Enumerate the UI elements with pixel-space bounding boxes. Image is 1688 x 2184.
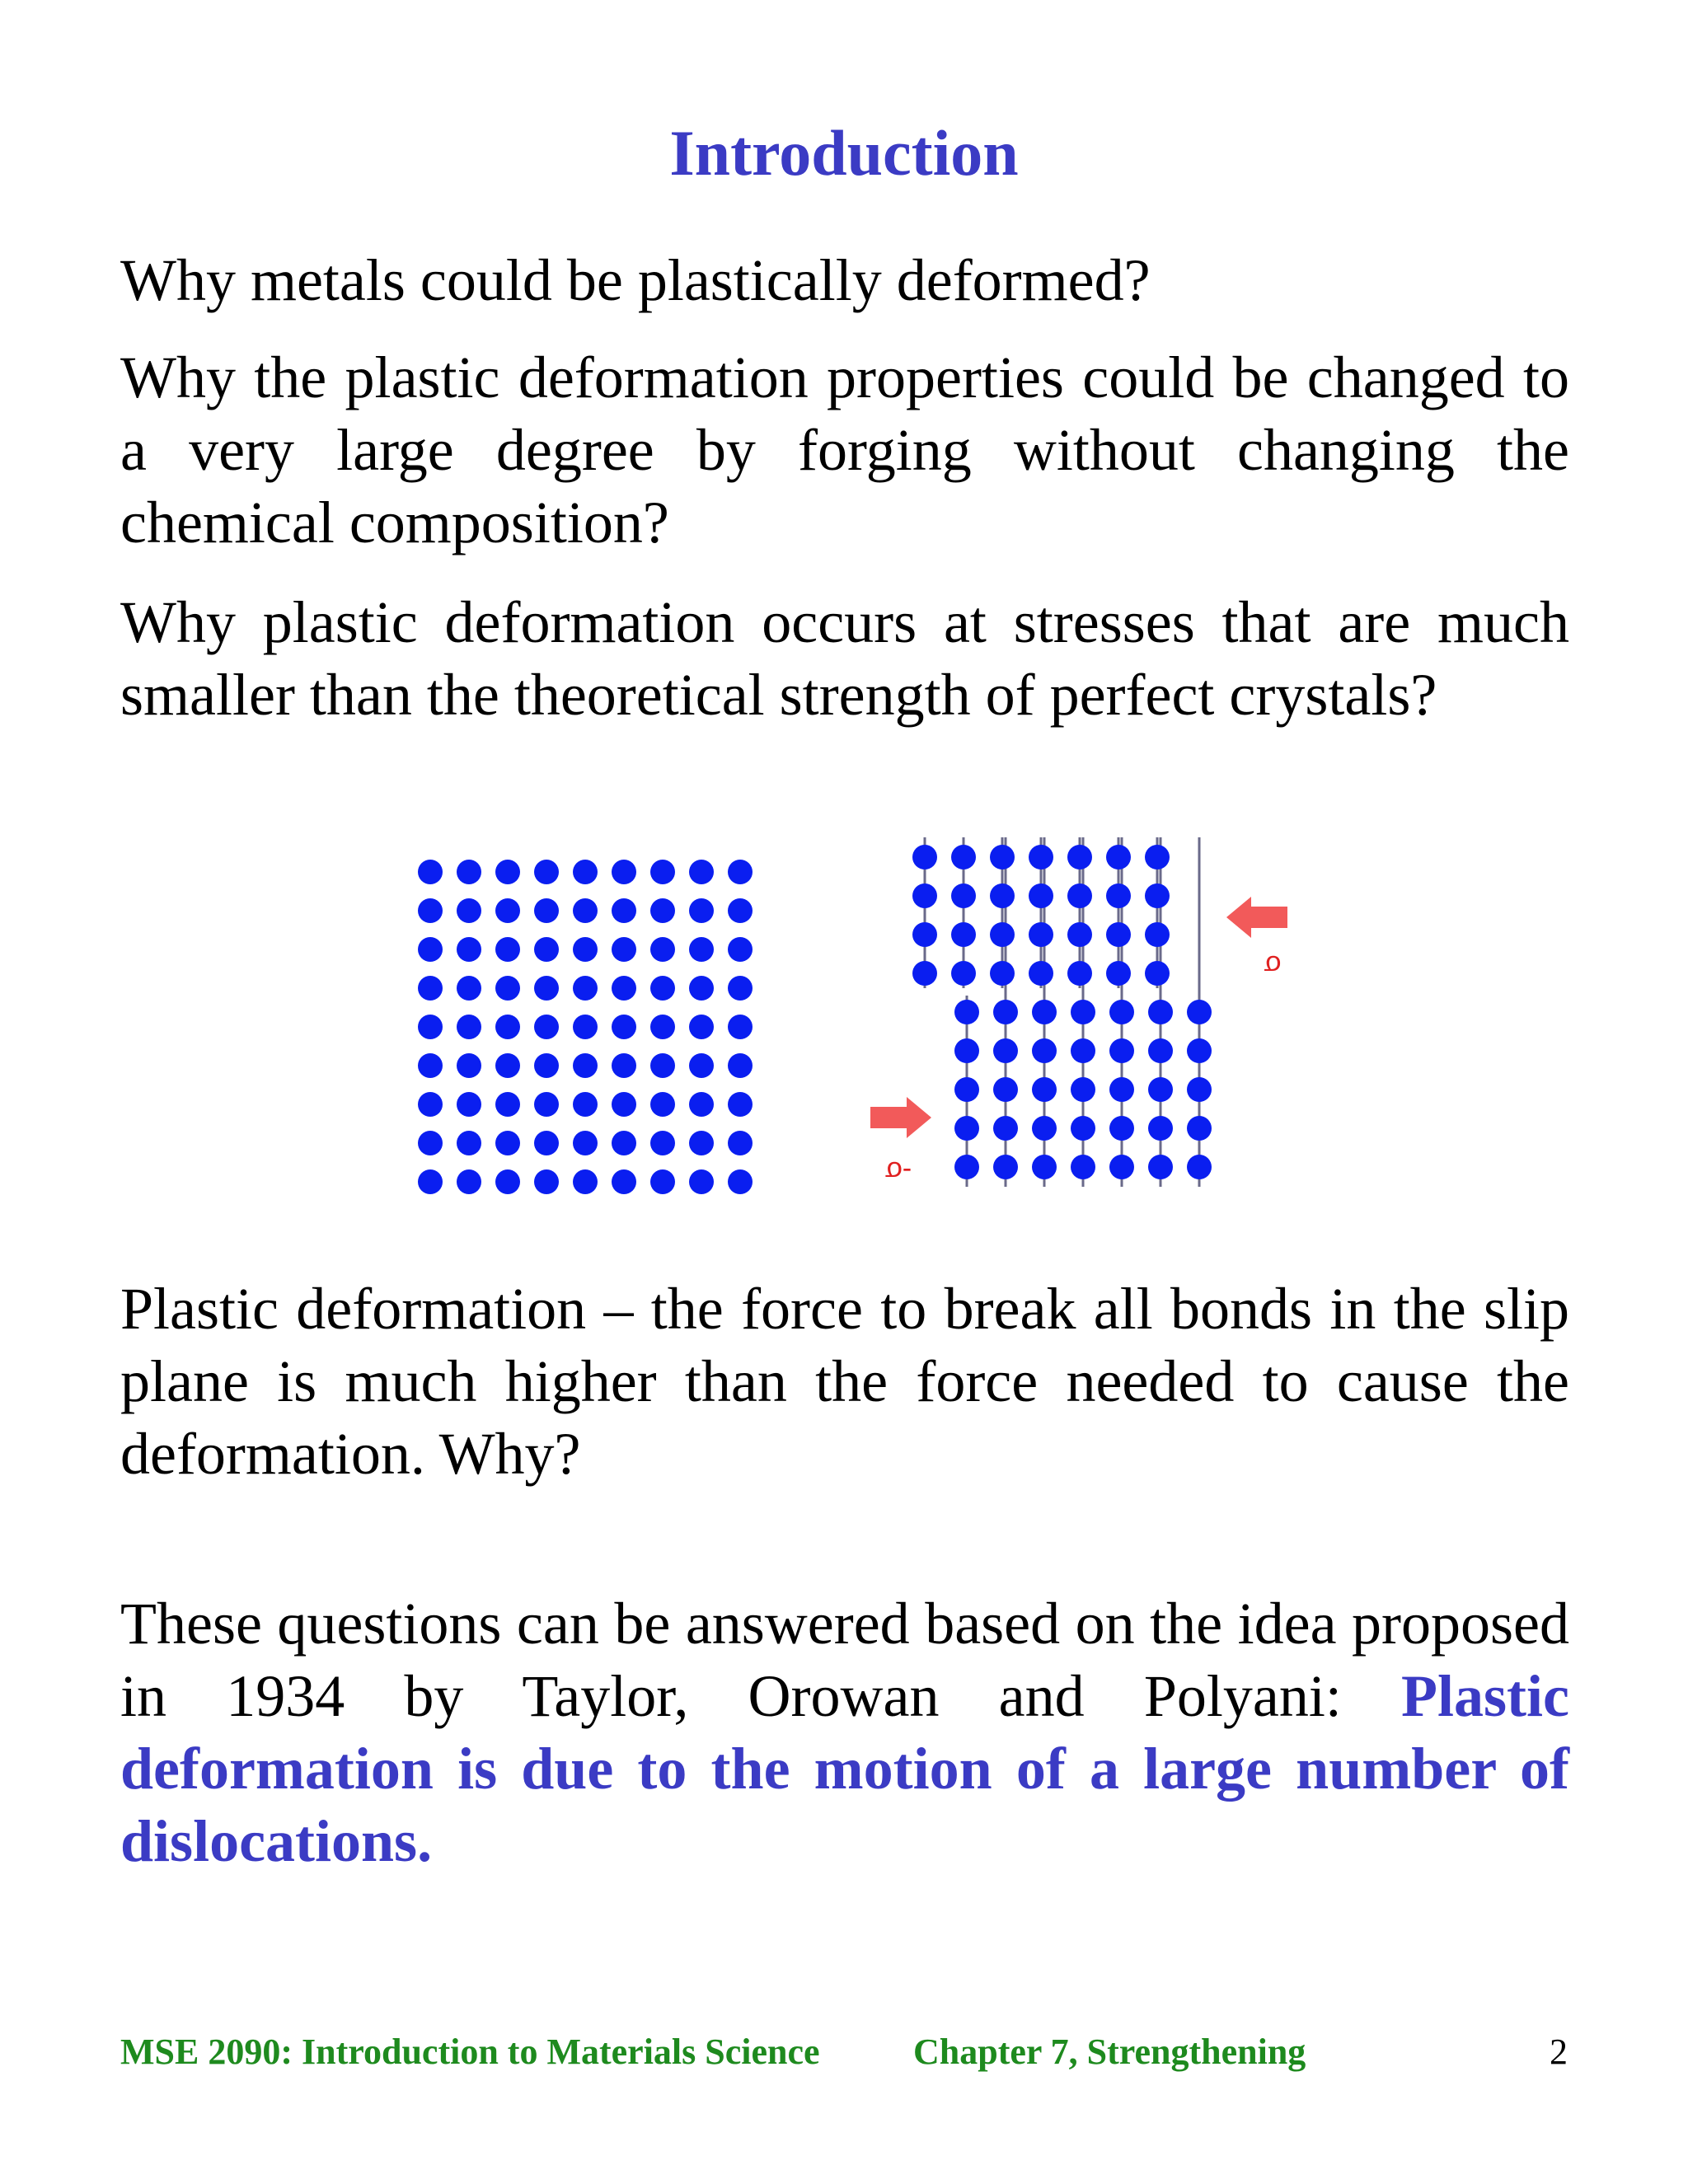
atom-dot bbox=[418, 1169, 443, 1194]
atom-dot bbox=[1145, 845, 1170, 869]
atom-dot bbox=[495, 860, 520, 884]
atom-dot bbox=[990, 883, 1015, 908]
atom-dot bbox=[1067, 961, 1092, 986]
atom-dot bbox=[418, 937, 443, 962]
atom-dot bbox=[954, 1000, 979, 1024]
answer-emphasis-text: Plastic deformation is due to the motion of a large number of dislocations. bbox=[120, 1663, 1569, 1874]
atom-dot bbox=[993, 1038, 1018, 1063]
atom-dot bbox=[650, 1131, 675, 1155]
atom-dot bbox=[1106, 845, 1131, 869]
atom-dot bbox=[573, 1131, 598, 1155]
atom-dot bbox=[1029, 922, 1053, 947]
atom-dot bbox=[912, 922, 937, 947]
atom-dot bbox=[1106, 883, 1131, 908]
answer-paragraph bbox=[120, 1587, 1569, 1877]
atom-dot bbox=[1032, 1116, 1057, 1141]
atom-dot bbox=[1071, 1155, 1095, 1179]
atom-dot bbox=[728, 1131, 753, 1155]
atom-dot bbox=[534, 937, 559, 962]
footer-course-title: MSE 2090: Introduction to Materials Science bbox=[120, 2032, 820, 2072]
atom-dot bbox=[951, 961, 976, 986]
atom-dot bbox=[1032, 1155, 1057, 1179]
atom-dot bbox=[1187, 1116, 1212, 1141]
atom-dot bbox=[1148, 1116, 1173, 1141]
atom-dot bbox=[650, 1053, 675, 1078]
atom-dot bbox=[954, 1155, 979, 1179]
atom-dot bbox=[534, 1131, 559, 1155]
answer-plain-text: These questions can be answered based on the idea proposed in 1934 by Taylor, Orowan and Polyani: bbox=[120, 1591, 1569, 1729]
atom-dot bbox=[1067, 845, 1092, 869]
atom-dot bbox=[1106, 922, 1131, 947]
atom-dot bbox=[495, 976, 520, 1001]
atom-dot bbox=[650, 976, 675, 1001]
atom-dot bbox=[1032, 1077, 1057, 1102]
atom-dot bbox=[573, 1053, 598, 1078]
atom-dot bbox=[912, 883, 937, 908]
atom-dot bbox=[1187, 1038, 1212, 1063]
atom-dot bbox=[457, 937, 481, 962]
footer-page-number: 2 bbox=[1550, 2032, 1568, 2072]
atom-dot bbox=[573, 898, 598, 923]
atom-dot bbox=[612, 1131, 636, 1155]
atom-dot bbox=[650, 1169, 675, 1194]
atom-dot bbox=[612, 1092, 636, 1117]
atom-dot bbox=[612, 860, 636, 884]
atom-dot bbox=[954, 1038, 979, 1063]
atom-dot bbox=[1109, 1038, 1134, 1063]
atom-dot bbox=[650, 1015, 675, 1039]
atom-dot bbox=[457, 1131, 481, 1155]
page-title: Introduction bbox=[669, 117, 1019, 189]
atom-dot bbox=[418, 898, 443, 923]
atom-dot bbox=[993, 1077, 1018, 1102]
atom-dot bbox=[1109, 1000, 1134, 1024]
atom-dot bbox=[573, 860, 598, 884]
question-1: Why metals could be plastically deformed? bbox=[120, 247, 1151, 313]
atom-dot bbox=[1145, 922, 1170, 947]
atom-dot bbox=[1109, 1116, 1134, 1141]
atom-dot bbox=[728, 937, 753, 962]
atom-dot bbox=[1067, 922, 1092, 947]
atom-dot bbox=[954, 1077, 979, 1102]
atom-dot bbox=[1187, 1077, 1212, 1102]
atom-dot bbox=[612, 937, 636, 962]
atom-dot bbox=[1029, 883, 1053, 908]
atom-dot bbox=[689, 1169, 714, 1194]
atom-dot bbox=[689, 1092, 714, 1117]
atom-dot bbox=[1071, 1077, 1095, 1102]
atom-dot bbox=[728, 1053, 753, 1078]
atom-dot bbox=[912, 961, 937, 986]
atom-dot bbox=[534, 1053, 559, 1078]
atom-dot bbox=[1148, 1038, 1173, 1063]
atom-dot bbox=[1071, 1000, 1095, 1024]
atom-dot bbox=[951, 922, 976, 947]
atom-dot bbox=[993, 1155, 1018, 1179]
slip-deformation-figure bbox=[404, 832, 1282, 1220]
atom-dot bbox=[495, 898, 520, 923]
atom-dot bbox=[689, 1015, 714, 1039]
atom-dot bbox=[534, 1092, 559, 1117]
atom-dot bbox=[728, 898, 753, 923]
stress-label-sigma: σ bbox=[1264, 949, 1282, 981]
atom-dot bbox=[1187, 1155, 1212, 1179]
atom-dot bbox=[418, 1053, 443, 1078]
atom-dot bbox=[1106, 961, 1131, 986]
atom-dot bbox=[1029, 845, 1053, 869]
atom-dot bbox=[689, 860, 714, 884]
atom-dot bbox=[689, 898, 714, 923]
atom-dot bbox=[418, 1015, 443, 1039]
atom-dot bbox=[612, 1169, 636, 1194]
atom-dot bbox=[689, 1053, 714, 1078]
atom-dot bbox=[993, 1000, 1018, 1024]
atom-dot bbox=[951, 845, 976, 869]
atom-dot bbox=[650, 898, 675, 923]
atom-dot bbox=[457, 1053, 481, 1078]
atom-dot bbox=[990, 922, 1015, 947]
atom-dot bbox=[1029, 961, 1053, 986]
atom-dot bbox=[1145, 883, 1170, 908]
atom-dot bbox=[1032, 1038, 1057, 1063]
atom-dot bbox=[418, 976, 443, 1001]
atom-dot bbox=[1032, 1000, 1057, 1024]
atom-dot bbox=[534, 860, 559, 884]
atom-dot bbox=[457, 1015, 481, 1039]
atom-dot bbox=[990, 845, 1015, 869]
slipped-crystal-lattice bbox=[912, 837, 1212, 1187]
atom-dot bbox=[457, 976, 481, 1001]
atom-dot bbox=[951, 883, 976, 908]
atom-dot bbox=[534, 1169, 559, 1194]
atom-dot bbox=[534, 898, 559, 923]
footer-chapter-title: Chapter 7, Strengthening bbox=[913, 2032, 1306, 2072]
atom-dot bbox=[912, 845, 937, 869]
atom-dot bbox=[612, 976, 636, 1001]
atom-dot bbox=[650, 937, 675, 962]
atom-dot bbox=[728, 976, 753, 1001]
arrow-right-icon bbox=[870, 1097, 931, 1138]
atom-dot bbox=[495, 1169, 520, 1194]
stress-label-negative-sigma: -σ bbox=[884, 1155, 912, 1187]
atom-dot bbox=[495, 1131, 520, 1155]
atom-dot bbox=[1187, 1000, 1212, 1024]
atom-dot bbox=[457, 898, 481, 923]
atom-dot bbox=[1067, 883, 1092, 908]
atom-dot bbox=[534, 976, 559, 1001]
question-2: Why the plastic deformation properties could be changed to a very large degree by forging without changing the chemical composition? bbox=[120, 344, 1569, 555]
atom-dot bbox=[573, 976, 598, 1001]
atom-dot bbox=[418, 1092, 443, 1117]
atom-dot bbox=[728, 1092, 753, 1117]
atom-dot bbox=[650, 1092, 675, 1117]
atom-dot bbox=[689, 1131, 714, 1155]
atom-dot bbox=[495, 1015, 520, 1039]
atom-dot bbox=[1148, 1000, 1173, 1024]
atom-dot bbox=[728, 860, 753, 884]
atom-dot bbox=[573, 1169, 598, 1194]
atom-dot bbox=[1148, 1077, 1173, 1102]
atom-dot bbox=[612, 898, 636, 923]
atom-dot bbox=[573, 1015, 598, 1039]
atom-dot bbox=[728, 1015, 753, 1039]
atom-dot bbox=[1148, 1155, 1173, 1179]
atom-dot bbox=[457, 860, 481, 884]
atom-dot bbox=[457, 1169, 481, 1194]
perfect-crystal-lattice bbox=[418, 860, 753, 1194]
atom-dot bbox=[650, 860, 675, 884]
atom-dot bbox=[1071, 1038, 1095, 1063]
atom-dot bbox=[689, 937, 714, 962]
atom-dot bbox=[1109, 1077, 1134, 1102]
arrow-left-icon bbox=[1226, 897, 1287, 938]
atom-dot bbox=[457, 1092, 481, 1117]
atom-dot bbox=[1071, 1116, 1095, 1141]
atom-dot bbox=[1145, 961, 1170, 986]
atom-dot bbox=[954, 1116, 979, 1141]
atom-dot bbox=[495, 1053, 520, 1078]
question-3: Why plastic deformation occurs at stresses that are much smaller than the theoretical strength of perfect crystals? bbox=[120, 589, 1569, 728]
atom-dot bbox=[573, 937, 598, 962]
atom-dot bbox=[573, 1092, 598, 1117]
atom-dot bbox=[993, 1116, 1018, 1141]
plastic-deformation-paragraph: Plastic deformation – the force to break all bonds in the slip plane is much higher than the force needed to cause the deformation. Why? bbox=[120, 1276, 1569, 1487]
atom-dot bbox=[534, 1015, 559, 1039]
atom-dot bbox=[612, 1015, 636, 1039]
atom-dot bbox=[1109, 1155, 1134, 1179]
atom-dot bbox=[418, 860, 443, 884]
atom-dot bbox=[495, 937, 520, 962]
atom-dot bbox=[689, 976, 714, 1001]
atom-dot bbox=[728, 1169, 753, 1194]
atom-dot bbox=[612, 1053, 636, 1078]
atom-dot bbox=[418, 1131, 443, 1155]
atom-dot bbox=[495, 1092, 520, 1117]
atom-dot bbox=[990, 961, 1015, 986]
